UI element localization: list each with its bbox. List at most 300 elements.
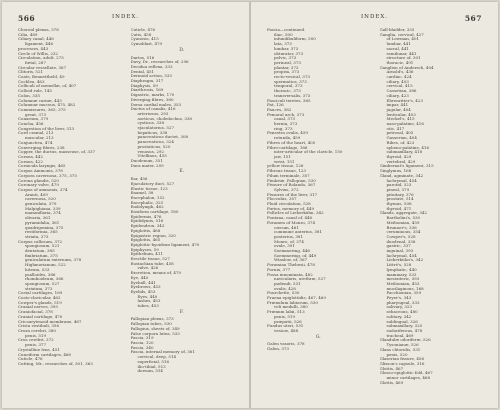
index-entry: arteriosus, 293 bbox=[137, 111, 169, 116]
index-entry: ovale, 391 bbox=[274, 244, 295, 249]
index-entry: tubes, 453 bbox=[137, 304, 159, 309]
index-entry: Fundus uteri, 531 bbox=[267, 324, 304, 329]
index-entry: Femoral arch, 373 bbox=[267, 112, 305, 117]
index-entry: Fraena epiglottidis, 467, 469 bbox=[267, 296, 326, 301]
index-entry: Foramina Thebesii, 478 bbox=[267, 263, 315, 268]
index-entry: ciliary, 423 bbox=[386, 93, 409, 98]
index-entry: Conarium, 379 bbox=[18, 117, 49, 122]
index-entry: aorticus, choledochus, 338 bbox=[137, 116, 192, 121]
index-entry: duodenal, 336 bbox=[386, 239, 416, 244]
index-column bbox=[380, 28, 483, 400]
index-entry: spongiosum, 521 bbox=[25, 244, 60, 249]
index-entry: Ciliary canal, 446 bbox=[18, 37, 54, 42]
index-section-letter: D. bbox=[179, 47, 185, 53]
index-columns bbox=[18, 28, 233, 400]
index-entry: striata, 373 bbox=[25, 234, 49, 239]
index-entry: Ear, 456 bbox=[130, 177, 148, 182]
index-entry: lenticular, 403 bbox=[386, 112, 416, 117]
index-entry: Concha, 456 bbox=[18, 122, 44, 127]
index-entry: Fluid circulation, 528 bbox=[267, 202, 311, 207]
index-entry: Fascia, 319 bbox=[130, 336, 154, 341]
index-entry: cæcum, 461 bbox=[274, 225, 299, 230]
index-entry: Erectile tissue, 527 bbox=[130, 257, 170, 262]
index-entry: naso-palatine, 416 bbox=[386, 122, 424, 127]
index-entry: superficial, 516 bbox=[137, 359, 169, 364]
index-entry: Meckel's, 415 bbox=[386, 117, 415, 122]
index-entry: spongiosum, 527 bbox=[25, 281, 60, 286]
index-entry: minor cartilages, 468 bbox=[386, 376, 430, 381]
index-entry: dorsum, 514 bbox=[137, 369, 163, 374]
index-entry: Glaserian fissure, 456 bbox=[379, 357, 425, 362]
index-entry: Frænulum labiorum, 530 bbox=[267, 300, 318, 305]
index-entry: obturator, 373 bbox=[274, 51, 304, 56]
index-entry: prostaticus, 520 bbox=[137, 144, 171, 149]
index-entry: Cord cranial, 213 bbox=[18, 131, 54, 136]
index-entry: Excretion, means of, 479 bbox=[130, 271, 181, 276]
index-entry: Gland, agminate, 342 bbox=[379, 173, 424, 178]
index-entry: thyroid, 429 bbox=[386, 154, 412, 159]
index-entry: recto-vesical, 373 bbox=[274, 75, 310, 80]
index-entry: Ginglymus, 168 bbox=[379, 169, 412, 174]
index-entry: Brunner's, 336 bbox=[386, 225, 417, 230]
index-entry: Dura mater, 209 bbox=[130, 163, 164, 168]
index-entry: Converging fibres, 238 bbox=[18, 145, 65, 150]
index-entry: Choroid plexus, 378 bbox=[18, 28, 59, 32]
index-entry: Lieberkühn's, 342 bbox=[386, 258, 424, 263]
index-entry: temporal, 373 bbox=[274, 84, 303, 89]
index-entry: Aranti, 409 bbox=[25, 192, 48, 197]
index-entry: jaw, 151 bbox=[274, 154, 291, 159]
index-entry: vertebral, 429 bbox=[386, 159, 416, 164]
right-page-header bbox=[267, 14, 482, 26]
index-entry: commune anterius, 381 bbox=[274, 230, 322, 235]
index-entry: Fibrous tissue, 123 bbox=[267, 169, 306, 174]
index-entry: Ductus of canalis, 416 bbox=[130, 107, 176, 112]
index-entry: Fasciculi teretes, 365 bbox=[267, 98, 311, 103]
index-entry: posterius, 381 bbox=[274, 234, 303, 239]
index-entry: Filum terminale, 357 bbox=[267, 173, 310, 178]
index-entry: Corpus Ammonis, 378 bbox=[18, 169, 63, 174]
index-entry: spheno-palatine, 416 bbox=[386, 145, 430, 150]
index-entry: ceruminous, 354 bbox=[386, 230, 421, 235]
index-entry: Gimbernat's ligament, 315 bbox=[379, 164, 434, 169]
index-entry: Corpora cavernosa, 375, 375 bbox=[18, 173, 77, 178]
index-entry: propria, 373 bbox=[274, 70, 300, 75]
index-entry: Conjunctiva, 474 bbox=[18, 140, 53, 145]
index-entry: Littré's, 528 bbox=[386, 263, 412, 268]
index-entry: hernia, 373 bbox=[274, 122, 298, 127]
index-entry: olivaria, 361 bbox=[25, 216, 51, 221]
index-entry: Dermoid action, 533 bbox=[130, 74, 172, 79]
index-entry: Ehrenritter's, 423 bbox=[386, 98, 423, 103]
index-entry: mammary, 533 bbox=[386, 272, 417, 277]
index-entry: Cornea, 442 bbox=[18, 154, 43, 159]
index-entry: Cassetian, 386 bbox=[386, 89, 417, 94]
index-entry: ejaculatorius, 527 bbox=[137, 126, 174, 131]
index-entry: Encephalon, 152 bbox=[130, 195, 165, 200]
index-entry: Glandulæ odoriferæ, 526 bbox=[379, 338, 431, 343]
index-entry: vesicæ, 488 bbox=[274, 329, 299, 333]
index-entry: Arnold's, 436 bbox=[386, 70, 414, 75]
index-entry: ring, 373 bbox=[274, 126, 293, 131]
index-entry: Eyelids, 453 bbox=[130, 289, 156, 294]
index-entry: Diarthrosis, 169 bbox=[130, 88, 164, 93]
index-entry: iliac, 500 bbox=[274, 32, 293, 37]
index-entry: Ribes, of, 423 bbox=[386, 140, 415, 145]
index-entry: tracheal, 469 bbox=[386, 333, 414, 338]
index-entry: Cilia, 489 bbox=[18, 32, 38, 37]
index-entry: Eyebrows, 453 bbox=[130, 285, 161, 290]
index-entry: Corpus of ammonis, 374 bbox=[18, 187, 68, 192]
index-entry: sudoriferous, 478 bbox=[386, 329, 423, 333]
index-entry: Eyes, 440 bbox=[137, 294, 158, 299]
index-entry: Colloid rule, 145 bbox=[18, 89, 52, 94]
index-entry: of Lewman, 401 bbox=[386, 37, 420, 42]
index-entry: thoracic, 373 bbox=[274, 89, 301, 94]
index-entry: penis, 520 bbox=[386, 352, 408, 357]
index-entry: Circular vessellate, 387 bbox=[18, 65, 67, 70]
index-entry: Follicles of Lieberkühn, 342 bbox=[267, 211, 324, 216]
index-entry: Colliculi of memellæ, of, 407 bbox=[18, 84, 77, 89]
page-number: 567 bbox=[464, 14, 482, 23]
index-entry: Monro, of, 374 bbox=[274, 239, 304, 244]
index-entry: wrist, 151 bbox=[274, 159, 295, 164]
index-entry: Diverging fibres, 380 bbox=[130, 97, 174, 102]
index-entry: pudendi, 531 bbox=[274, 281, 301, 286]
index-entry: jugular, 404 bbox=[386, 107, 411, 112]
index-entry: lymphatic, 440 bbox=[386, 267, 417, 272]
index-entry: Fissures of the liver, 317 bbox=[267, 192, 318, 197]
index-entry: Eustachian tube, 458 bbox=[130, 261, 174, 266]
index-entry: Gall-bladder, 333 bbox=[379, 28, 415, 32]
running-header: INDEX. bbox=[360, 14, 389, 20]
right-page bbox=[251, 2, 498, 408]
index-entry: solitary, 342 bbox=[386, 314, 412, 319]
index-entry: psalloides, 386 bbox=[25, 272, 56, 277]
index-entry: Fallopius, sheets of, 349 bbox=[130, 326, 180, 331]
index-entry: quadrigemina, 375 bbox=[25, 225, 64, 230]
index-entry: thymus, 508 bbox=[386, 202, 412, 207]
index-entry: Frænum labii, 513 bbox=[267, 310, 305, 315]
index-entry: rhomboideum, 366 bbox=[25, 277, 64, 282]
index-entry: Sylvius, 372 bbox=[274, 187, 299, 192]
index-entry: Ejaculatory duct, 527 bbox=[130, 181, 175, 186]
index-entry: veli medulli, 380 bbox=[274, 305, 308, 310]
index-entry: inguinal, 393 bbox=[386, 249, 414, 254]
index-entry: penis, 519 bbox=[25, 333, 47, 338]
index-entry: thyroid, 471 bbox=[386, 206, 412, 211]
index-entry: great, 373 bbox=[25, 112, 47, 117]
index-entry: Dartos, 516 bbox=[130, 55, 155, 60]
index-entry: pituitary, 376 bbox=[386, 192, 414, 197]
index-entry: Glottis, 469 bbox=[379, 380, 404, 385]
index-entry: ilio-tibial, 513 bbox=[137, 364, 166, 369]
index-entry: Pacchionian, 359 bbox=[386, 291, 422, 296]
index-entry: lachrymal, 454 bbox=[386, 253, 417, 258]
index-entry: Soemmering, 446 bbox=[274, 249, 310, 254]
index-entry: gastric, 337 bbox=[386, 244, 411, 249]
index-entry: parotid, 323 bbox=[386, 183, 412, 188]
index-entry: Epigastric region, 320 bbox=[130, 233, 176, 238]
index-entry: Crystalline lens, 451 bbox=[18, 347, 60, 352]
index-entry: valve, 426 bbox=[137, 266, 159, 271]
index-entry: Glosso-epiglottic fold, 467 bbox=[379, 371, 433, 376]
index-entry: lumbar, 441 bbox=[386, 42, 411, 47]
index-entry: Flocculus, 357 bbox=[267, 197, 297, 202]
index-entry: Cochlea, 463 bbox=[18, 79, 45, 84]
book-spread bbox=[2, 2, 498, 408]
index-entry: Fissure of Rolando, 367 bbox=[267, 183, 316, 188]
index-entry: Corpus callosum, 372 bbox=[18, 239, 63, 244]
index-entry: Soemmering, of, 449 bbox=[274, 253, 317, 258]
index-entry: restiformia, 365 bbox=[25, 230, 58, 235]
index-entry: ovalis, 428 bbox=[274, 286, 296, 291]
index-entry: Costal cartilages, 169 bbox=[18, 291, 63, 296]
index-entry: Peyer's, 343 bbox=[386, 296, 412, 301]
index-entry: striatum, 373 bbox=[25, 286, 53, 291]
index-entry: Eyeball, 441 bbox=[130, 280, 156, 285]
index-entry: lashes, 453 bbox=[137, 299, 161, 304]
index-entry: petrosal, 405 bbox=[386, 131, 414, 136]
index-entry: Fimbriæ, Fallopian, 530 bbox=[267, 178, 316, 183]
index-entry: structure of, 301 bbox=[386, 56, 421, 61]
index-entry: Ganglion of Andersch, 404 bbox=[379, 65, 434, 70]
index-entry: Elastic tissue, 123 bbox=[130, 186, 168, 191]
index-entry: Epiphyses, 59 bbox=[130, 247, 159, 252]
index-entry: præputii, 526 bbox=[274, 319, 302, 324]
index-entry: ciliary, 403 bbox=[386, 79, 409, 84]
index-entry: Cymoblast, 479 bbox=[130, 42, 163, 47]
index-column bbox=[131, 28, 234, 400]
index-entry: Foramen of Monro, 374 bbox=[267, 220, 316, 225]
index-entry: lata, 373 bbox=[274, 42, 292, 47]
index-entry: Epidermis, 476 bbox=[130, 214, 162, 219]
index-entry: salivary, 323 bbox=[386, 305, 412, 310]
index-entry: penis, 377 bbox=[25, 343, 47, 348]
index-entry: yellow tissue, 126 bbox=[267, 164, 304, 169]
index-entry: lumbar, 373 bbox=[274, 46, 299, 51]
index-entry: Malpighiana, 339 bbox=[25, 206, 61, 211]
index-entry: Cyanosis, 415 bbox=[130, 37, 159, 42]
index-entry: Columnæ carnæ, 443 bbox=[18, 98, 62, 103]
index-entry: Galen, 373 bbox=[267, 347, 289, 352]
index-entry: submaxillary, 418 bbox=[386, 150, 423, 155]
index-entry: Colon, 335 bbox=[18, 93, 40, 98]
index-entry: Galen vasoris, 378 bbox=[267, 342, 305, 347]
index-entry: Fontana, canal of, 446 bbox=[267, 216, 313, 221]
index-entry: Fascia, 340 bbox=[130, 345, 154, 350]
index-entry: impar, 441 bbox=[386, 103, 409, 108]
index-entry: Cranial nerves, 395 bbox=[18, 305, 58, 310]
index-entry: Columnar mucous, 475, 482 bbox=[18, 103, 76, 108]
index-entry: Fibres of the heart, 405 bbox=[267, 140, 316, 145]
index-entry: sacral, 441 bbox=[386, 46, 409, 51]
index-entry: Epiglottis, 465 bbox=[130, 238, 161, 243]
index-entry: pineal, 379 bbox=[386, 187, 410, 192]
index-entry: Fœtus, memory of, 449 bbox=[267, 206, 315, 211]
index-entry: Epidendron, 343 bbox=[130, 224, 165, 229]
index-entry: spermatica, 373 bbox=[274, 79, 307, 84]
index-entry: False corpora lutea, 533 bbox=[130, 331, 180, 336]
index-entry: pyramidalia, 361 bbox=[25, 220, 60, 225]
index-entry: Costo-clavicular, 463 bbox=[18, 296, 61, 301]
index-entry: Fascia, 120 bbox=[130, 341, 154, 345]
index-entry: Fallopian plexus, 373 bbox=[130, 317, 174, 322]
index-entry: navicularis, urethræ, 527 bbox=[274, 277, 326, 282]
index-entry: Crura cerebri, 380 bbox=[18, 329, 56, 333]
index-entry: Cowper's, 528 bbox=[386, 234, 416, 239]
index-entry: Coats, Bennettheld, 49 bbox=[18, 75, 65, 80]
index-entry: Crus cerebri, 372 bbox=[18, 338, 54, 343]
index-entry: Epididymis, 516 bbox=[130, 219, 164, 224]
index-entry: processes, 443 bbox=[18, 46, 49, 51]
index-entry: Duodenum, 351 bbox=[130, 158, 163, 163]
index-entry: venosus, 292 bbox=[137, 149, 164, 154]
index-entry: cysticus, 338 bbox=[137, 121, 164, 126]
index-entry: Glands, aggregate, 342 bbox=[379, 211, 427, 216]
index-entry: Tysonianæ, 526 bbox=[386, 343, 419, 348]
index-entry: Eye, 440 bbox=[130, 275, 149, 280]
index-entry: Fascia—continued. bbox=[267, 28, 306, 32]
index-entry: Cornea, 422 bbox=[18, 159, 43, 164]
index-entry: Cranial cartilage, 470 bbox=[18, 314, 63, 319]
index-entry: geniculatum externum, 378 bbox=[25, 258, 82, 263]
left-page-header bbox=[18, 14, 233, 26]
index-entry: sebaceous, 480 bbox=[386, 310, 418, 315]
index-entry: Davy, Dr., researches of, 296 bbox=[130, 60, 189, 65]
index-entry: Circulation, adult, 275 bbox=[18, 56, 64, 61]
index-entry: Fat, 126 bbox=[267, 103, 284, 108]
index-entry: cardiac, 424 bbox=[386, 75, 412, 80]
index-entry: Gasserian, 404 bbox=[386, 136, 417, 141]
index-entry: hepaticus, 338 bbox=[137, 130, 168, 135]
index-entry: pharyngeal, 333 bbox=[386, 300, 420, 305]
index-entry: Coronary valve, 479 bbox=[18, 183, 59, 188]
index-entry: penis, 519 bbox=[274, 314, 296, 319]
index-entry: inter-articular of the clavicle, 150 bbox=[274, 150, 343, 155]
index-section-letter: E. bbox=[179, 169, 185, 175]
index-entry: ligament, 446 bbox=[25, 42, 54, 47]
index-entry: Commissures, 365, 375 bbox=[18, 107, 66, 112]
index-entry: pancreaticus, 324 bbox=[137, 140, 174, 145]
index-entry: Cowper's glands, 519 bbox=[18, 300, 62, 305]
index-entry: rotunda, 459 bbox=[274, 136, 301, 141]
index-entry: Decidua reflexa, 333 bbox=[130, 64, 173, 69]
index-entry: Congestion of the liver, 313 bbox=[18, 126, 74, 131]
index-entry: Cuticle, 476 bbox=[18, 357, 43, 362]
index-entry: Cornicula laryngis, 465 bbox=[18, 164, 66, 169]
index-entry: lachrymal, 454 bbox=[386, 178, 417, 183]
index-entry: Fibro-cartilage, 166 bbox=[267, 145, 308, 150]
index-entry: plantar, 373 bbox=[274, 65, 299, 70]
index-entry: Clitoris, 521 bbox=[18, 70, 44, 75]
index-entry: mammillaria, 374 bbox=[25, 211, 61, 216]
index-entry: Craniofacial, 378 bbox=[18, 310, 53, 315]
index-entry: Fornix, 377 bbox=[267, 267, 291, 272]
index-entry: Ganglia, cervical, 427 bbox=[379, 32, 424, 37]
index-entry: Diaphragm, 317 bbox=[130, 79, 164, 84]
index-entry: sublingual, 326 bbox=[386, 319, 418, 324]
running-header: INDEX. bbox=[111, 14, 140, 20]
index-entry: perineal, 373 bbox=[274, 60, 301, 65]
index-entry: pelvic, 373 bbox=[274, 56, 297, 61]
index-entry: Cuneiform cartilages, 468 bbox=[18, 352, 71, 357]
index-entry: mucilaginous, 168 bbox=[386, 286, 424, 291]
index-entry: Copper, the ductus, masseuse, of, 337 bbox=[18, 150, 96, 155]
index-entry: luteum, 533 bbox=[25, 267, 50, 272]
index-entry: cervical, 415 bbox=[386, 84, 413, 89]
index-entry: cervical, deep, 514 bbox=[137, 355, 177, 360]
index-entry: Digastric, marks, 170 bbox=[130, 93, 175, 98]
index-entry: transversalis, 373 bbox=[274, 93, 311, 98]
index-entry: muscular, 213 bbox=[25, 136, 54, 141]
index-entry: Cutis, 458 bbox=[130, 32, 152, 37]
index-entry: Fenestra ovalis, 459 bbox=[267, 131, 308, 136]
index-section-letter: G. bbox=[315, 334, 321, 340]
index-entry: Enamel, 58 bbox=[130, 191, 154, 196]
index-entry: mesenteric, 393 bbox=[386, 277, 420, 282]
index-entry: Circle of Willis, 232 bbox=[18, 51, 58, 56]
index-column bbox=[18, 28, 121, 400]
index-entry: fœtal, 287 bbox=[25, 60, 46, 65]
index-entry: geniculata, 379 bbox=[25, 202, 57, 207]
index-entry: canal, 373 bbox=[274, 117, 296, 122]
index-entry: Encephalic, 325 bbox=[130, 200, 164, 205]
index-entry: Diaphysis, 59 bbox=[130, 83, 158, 88]
index-entry: Dorsa cardial males, 353 bbox=[130, 102, 182, 107]
index-entry: Fascia, internal memory of, 361 bbox=[130, 350, 195, 355]
index-entry: Glans clitoridis, 531 bbox=[379, 347, 421, 352]
page-number: 566 bbox=[18, 14, 36, 23]
index-entry: Epiglottic-hyoidean ligament, 470 bbox=[130, 242, 200, 247]
index-column bbox=[267, 28, 370, 400]
index-entry: Crista vestibuli, 356 bbox=[18, 324, 60, 329]
index-entry: Bartholini's, 530 bbox=[386, 216, 421, 221]
index-entry: Winslow, of, 367 bbox=[274, 258, 308, 263]
index-entry: Fauces, 382 bbox=[267, 107, 292, 112]
index-entry: Epithelium, 411 bbox=[130, 252, 163, 257]
index-entry: prostate, 514 bbox=[386, 197, 414, 202]
index-entry: Highmorianum, 522 bbox=[25, 263, 66, 268]
index-entry: Cuticle, 476 bbox=[130, 28, 156, 32]
index-entry: fimbriatum, 375 bbox=[25, 253, 58, 258]
index-entry: Endolymph, 462 bbox=[130, 205, 164, 210]
index-entry: submaxillary, 325 bbox=[386, 324, 423, 329]
index-entry: Fourchette, 530 bbox=[267, 291, 300, 296]
index-entry: dentatum, 385 bbox=[25, 249, 55, 254]
index-entry: pancreaticus ductet, 308 bbox=[137, 135, 189, 140]
index-entry: Epiglottis, 468 bbox=[130, 228, 161, 233]
index-entry: Glisson's capsule, 316 bbox=[379, 361, 425, 366]
index-entry: Ensiform cartilage, 180 bbox=[130, 210, 179, 215]
index-entry: otic, 417 bbox=[386, 126, 405, 131]
index-entry: semilunar, 441 bbox=[386, 51, 417, 56]
index-columns bbox=[267, 28, 482, 400]
index-entry: Dental, 451 bbox=[130, 69, 155, 74]
index-entry: infundibuliform, 500 bbox=[274, 37, 316, 42]
left-page bbox=[2, 2, 249, 408]
index-entry: Cutting, Mr., researches of, 301, 363 bbox=[18, 361, 93, 366]
index-entry: Meibomian, 453 bbox=[386, 281, 420, 286]
index-entry: Fallopian tubes, 530 bbox=[130, 322, 172, 327]
index-entry: thoracic, 491 bbox=[386, 60, 414, 65]
index-entry: Cricoarytenoid membrane, 467 bbox=[18, 319, 82, 324]
index-entry: Meibomian, 459 bbox=[386, 220, 420, 225]
index-entry: cavernosa, 520 bbox=[25, 197, 56, 202]
index-entry: Corona glandis, 520 bbox=[18, 178, 59, 183]
index-section-letter: F. bbox=[179, 309, 184, 315]
index-entry: Fossa innominata, 482 bbox=[267, 272, 313, 277]
